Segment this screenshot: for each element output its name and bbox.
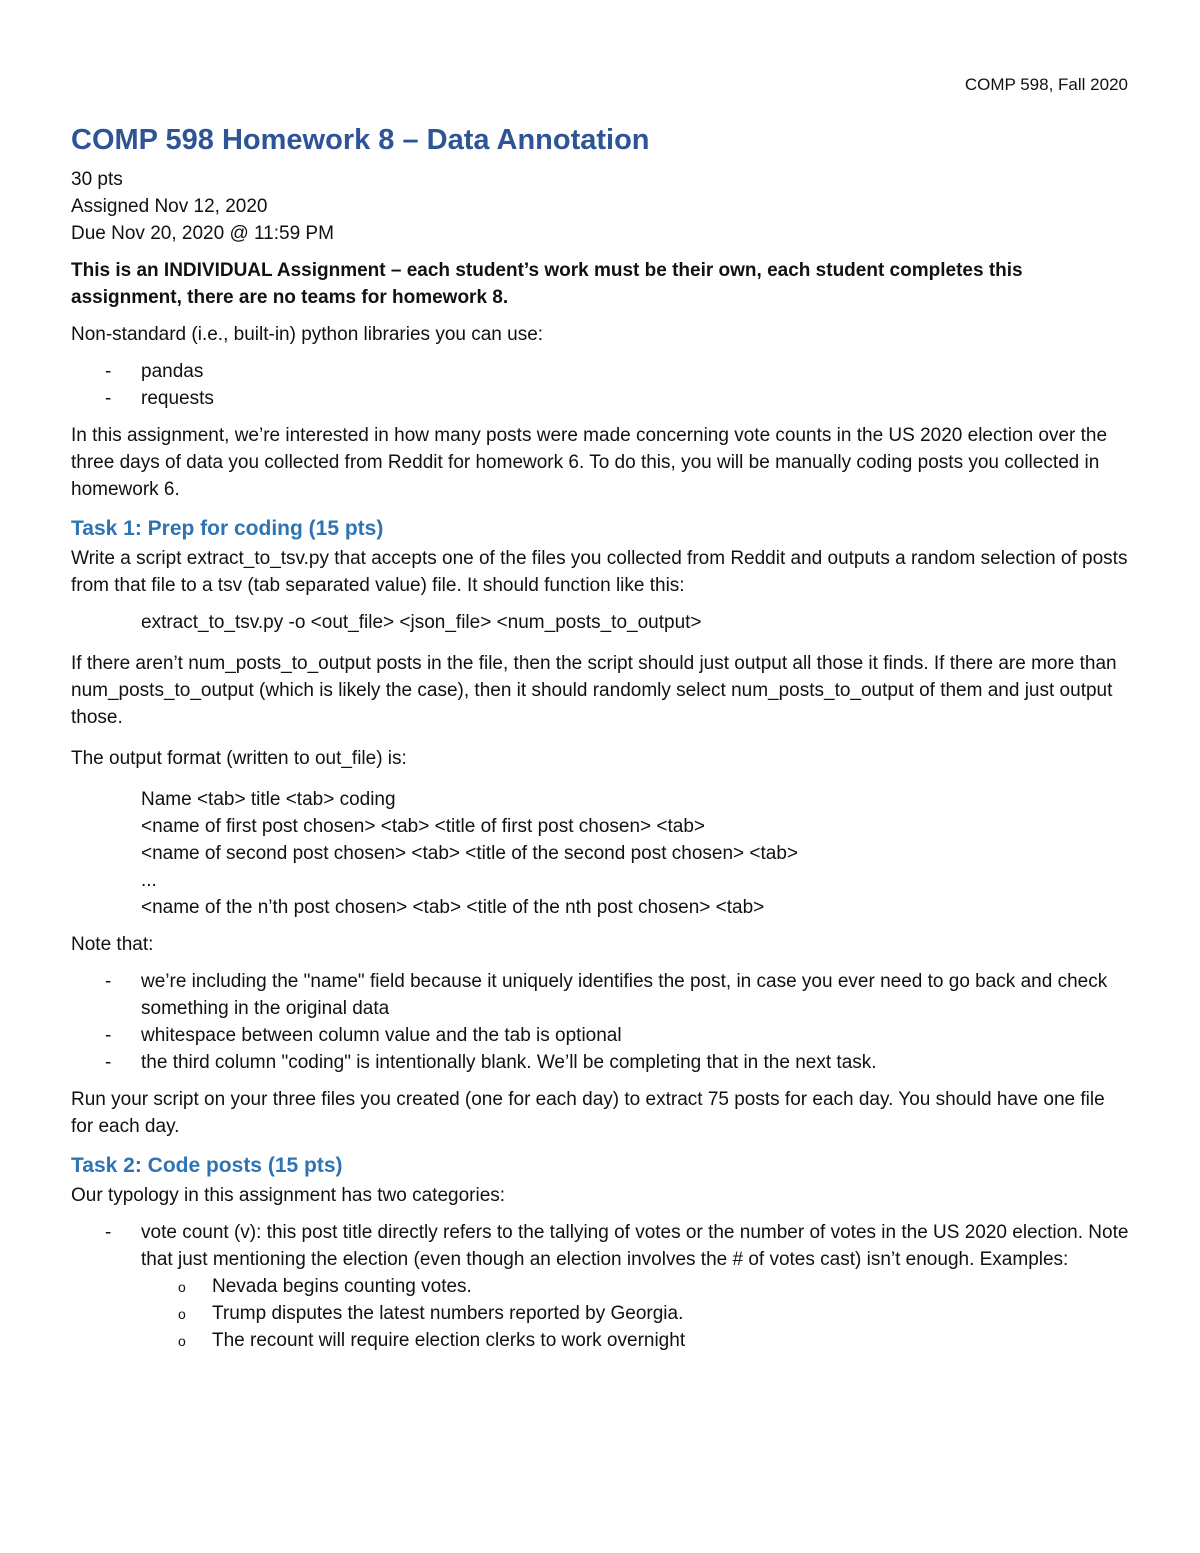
page-header [965,75,1128,95]
list-item: - we’re including the "name" field because it uniquely identifies the post, in case you ever need to go back and check something in the original data [71,968,1131,1022]
format-line: Name <tab> title <tab> coding [141,789,396,810]
category-vote-count: - vote count (v): this post title directly refers to the tallying of votes or the number of votes in the US 2020 election. Note that just mentioning the election (even though an election involves the # of votes cast) isn’t enough. Examples: [71,1219,1131,1273]
document-title: COMP 598 Homework 8 – Data Annotation [71,124,650,156]
header-term: Fall 2020 [1053,75,1128,94]
list-item: - whitespace between column value and the tab is optional [71,1022,1131,1049]
task2-typology-intro: Our typology in this assignment has two categories: [71,1185,506,1206]
points: 30 pts [71,169,123,190]
format-line: <name of the n’th post chosen> <tab> <title of the nth post chosen> <tab> [141,897,765,918]
task2-categories-list [71,1219,1131,1273]
assigned-date: Assigned Nov 12, 2020 [71,196,268,217]
task1-run-instructions: Run your script on your three files you created (one for each day) to extract 75 posts for each day. You should have one file for each day. [71,1089,1105,1137]
libraries-list [71,358,1131,412]
format-line: ... [141,870,157,891]
list-item: o Nevada begins counting votes. [71,1273,1131,1300]
task1-output-intro: The output format (written to out_file) is: [71,748,407,769]
individual-notice: This is an INDIVIDUAL Assignment – each student’s work must be their own, each student completes this assignment, there are no teams for homework 8. [71,260,1023,308]
format-line: <name of first post chosen> <tab> <title of first post chosen> <tab> [141,816,706,837]
task1-heading: Task 1: Prep for coding (15 pts) [71,517,384,540]
libraries-intro: Non-standard (i.e., built-in) python libraries you can use: [71,324,544,345]
list-item: - the third column "coding" is intentionally blank. We’ll be completing that in the next task. [71,1049,1131,1076]
format-line: <name of second post chosen> <tab> <title of the second post chosen> <tab> [141,843,799,864]
due-date: Due Nov 20, 2020 @ 11:59 PM [71,223,334,244]
list-item: - pandas [71,358,1131,385]
task1-behavior: If there aren’t num_posts_to_output posts in the file, then the script should just output all those it finds. If there are more than num_posts_to_output (which is likely the case), then it should randomly select num_posts_to_output of them and just output those. [71,653,1117,728]
list-item: o The recount will require election clerks to work overnight [71,1327,1131,1354]
task1-description: Write a script extract_to_tsv.py that accepts one of the files you collected from Reddit and outputs a random selection of posts from that file to a tsv (tab separated value) file. It should function like this: [71,548,1128,596]
list-item: - requests [71,385,1131,412]
header-course: COMP 598, [964,75,1054,94]
vote-count-examples [71,1273,1131,1354]
intro-paragraph: In this assignment, we’re interested in how many posts were made concerning vote counts in the US 2020 election over the three days of data you collected from Reddit for homework 6. To do this, you will be manually coding posts you collected in homework 6. [71,425,1108,500]
task2-heading: Task 2: Code posts (15 pts) [71,1154,343,1177]
list-item: o Trump disputes the latest numbers reported by Georgia. [71,1300,1131,1327]
task1-notes-list [71,968,1131,1076]
task1-command: extract_to_tsv.py -o <out_file> <json_file> <num_posts_to_output> [141,612,702,633]
document-body [71,120,1131,1354]
task1-note-intro: Note that: [71,934,154,955]
